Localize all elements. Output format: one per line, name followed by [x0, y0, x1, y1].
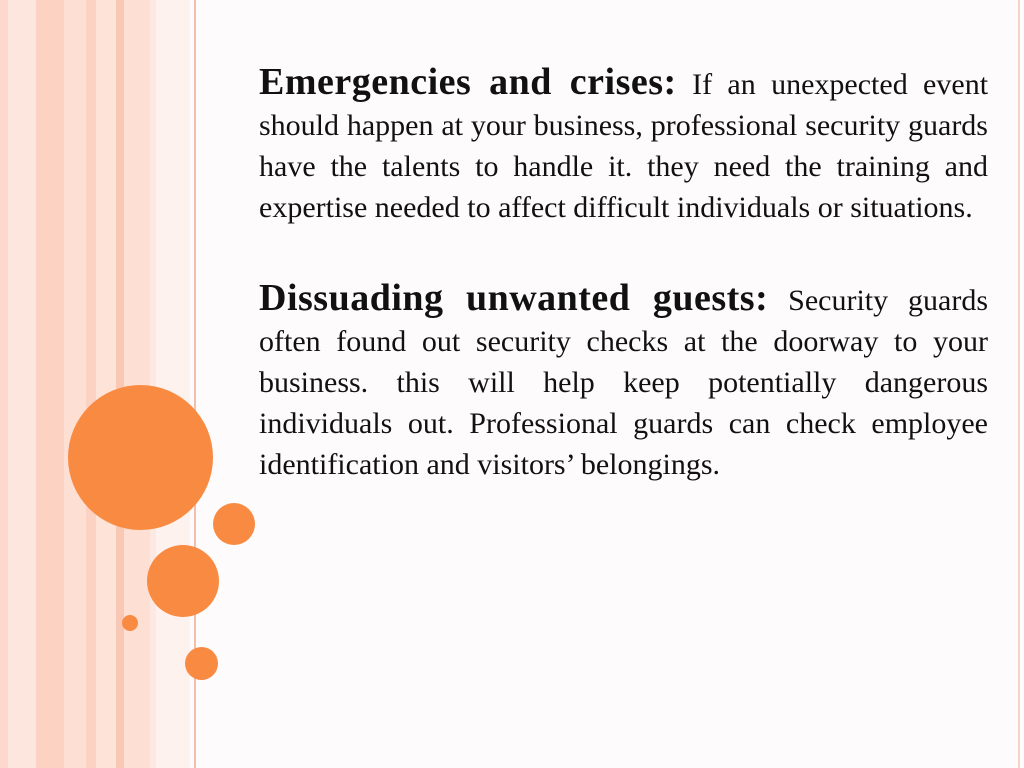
- stripe: [96, 0, 116, 768]
- decorative-circle: [213, 503, 255, 545]
- section-body: If an unexpected event should happen at your business, professional security guards have the talents to handle it. they need the training and expertise needed to affect difficult individuals or situations.: [259, 68, 989, 224]
- stripe: [116, 0, 124, 768]
- right-border-line: [1018, 0, 1020, 768]
- decorative-stripes: [0, 0, 200, 768]
- decorative-circle-large: [68, 385, 213, 530]
- decorative-circle-medium: [147, 545, 219, 617]
- stripe: [124, 0, 150, 768]
- section-emergencies: [259, 62, 988, 228]
- stripe: [0, 0, 8, 768]
- section-dissuading: [259, 278, 988, 485]
- stripe: [8, 0, 36, 768]
- slide-content: [259, 62, 988, 485]
- stripe: [64, 0, 86, 768]
- section-heading: Emergencies and crises:: [259, 61, 677, 103]
- decorative-circle-small: [122, 615, 138, 631]
- stripe: [36, 0, 64, 768]
- section-body: Security guards often found out security checks at the doorway to your business. this will help keep potentially dangerous individuals out. Professional guards can check employee identification and visitors’ belongings.: [259, 284, 988, 481]
- stripe: [156, 0, 190, 768]
- stripe: [86, 0, 96, 768]
- section-heading: Dissuading unwanted guests:: [259, 277, 769, 319]
- decorative-circle: [185, 647, 218, 680]
